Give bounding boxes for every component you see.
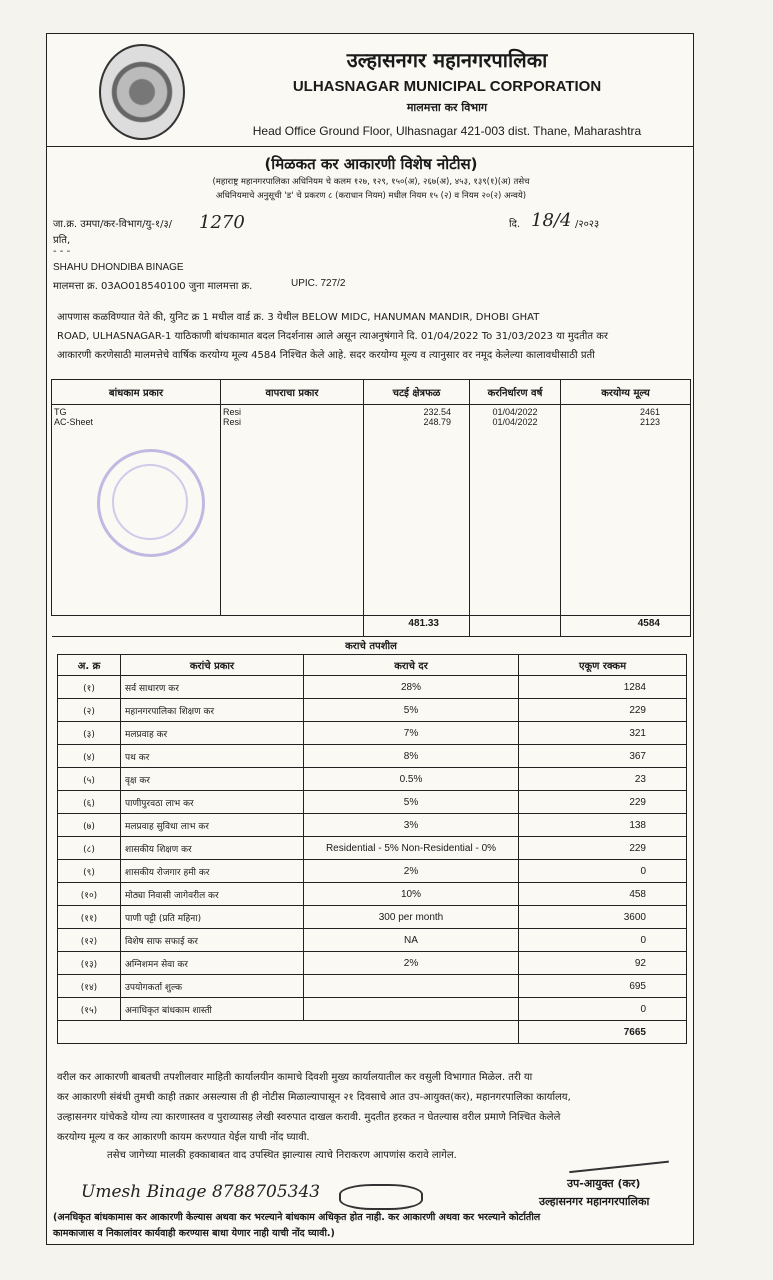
signatory-title: उप-आयुक्त (कर) <box>567 1177 641 1190</box>
row-number-cell: (१५) <box>58 998 121 1021</box>
tax-type-cell: मलप्रवाह सुविधा लाभ कर <box>121 814 304 837</box>
tax-amount-cell: 367 <box>519 745 687 768</box>
officer-signature-icon <box>565 1121 669 1173</box>
usage-value: Resi <box>223 417 242 427</box>
tax-rate-cell: NA <box>304 929 519 952</box>
tax-amount-cell: 229 <box>519 699 687 722</box>
property-number: मालमत्ता क्र. 03AO018540100 जुना मालमत्ता क्र. <box>53 281 253 292</box>
usage-value: Resi <box>223 407 242 417</box>
table-row <box>58 860 687 883</box>
row-number-cell: (९) <box>58 860 121 883</box>
tax-table <box>57 654 687 1044</box>
tax-rate-cell: 3% <box>304 814 519 837</box>
tax-amount-cell: 138 <box>519 814 687 837</box>
grand-total-row <box>58 1021 687 1044</box>
reference-label: जा.क्र. उमपा/कर-विभाग/यु-१/३/ <box>53 219 173 230</box>
table-row <box>58 998 687 1021</box>
tax-type-cell: सर्व साधारण कर <box>121 676 304 699</box>
tax-amount-cell: 0 <box>519 998 687 1021</box>
tax-amount-cell: 695 <box>519 975 687 998</box>
tax-rate-cell: 8% <box>304 745 519 768</box>
row-number-cell: (१०) <box>58 883 121 906</box>
notice-title: (मिळकत कर आकारणी विशेष नोटीस) <box>264 155 478 173</box>
column-header: बांधकाम प्रकार <box>52 380 221 405</box>
column-header: वापराचा प्रकार <box>221 380 364 405</box>
row-number-cell: (१) <box>58 676 121 699</box>
tax-amount-cell: 229 <box>519 791 687 814</box>
footer-line-2: कर आकारणी संबंधी तुमची काही तक्रार असल्यास ती ही नोटीस मिळाल्यापासून २१ दिवसाचे आत उप-आयुक्त(कर), महानगरपालिका कार्यालय, <box>57 1092 571 1103</box>
table-row <box>58 676 687 699</box>
date-value: 18/4 <box>531 210 572 231</box>
owner-signature-icon <box>339 1184 423 1210</box>
column-header: कराचे दर <box>304 655 519 676</box>
legal-note-1: (अनधिकृत बांधकामास कर आकारणी केल्यास अथवा कर भरल्याने बांधकाम अधिकृत होत नाही. कर आकारणी अथवा कर भरल्याने कोर्टातील <box>53 1212 541 1223</box>
table-row <box>58 745 687 768</box>
table-row <box>58 791 687 814</box>
date-label: दि. <box>509 219 521 230</box>
tax-rate-cell <box>304 975 519 998</box>
table-row <box>58 975 687 998</box>
tax-type-cell: मलप्रवाह कर <box>121 722 304 745</box>
tax-amount-cell: 321 <box>519 722 687 745</box>
total-taxable-value: 4584 <box>561 616 691 637</box>
construction-value: TG <box>54 407 67 417</box>
tax-type-cell: उपयोगकर्ता शुल्क <box>121 975 304 998</box>
row-number-cell: (४) <box>58 745 121 768</box>
tax-rate-cell: 2% <box>304 952 519 975</box>
footer-line-4: करयोग्य मूल्य व कर आकारणी कायम करण्यात येईल याची नोंद घ्यावी. <box>57 1132 310 1143</box>
tax-rate-cell: 2% <box>304 860 519 883</box>
footer-line-1: वरील कर आकारणी बाबतची तपशीलवार माहिती कार्यालयीन कामाचे दिवशी मुख्य कार्यालयातील कर वसुली विभागात मिळेल. तरी या <box>57 1072 533 1083</box>
handwritten-note: Umesh Binage 8788705343 <box>81 1182 321 1202</box>
table-total-row <box>52 616 691 637</box>
signatory-organization: उल्हासनगर महानगरपालिका <box>539 1195 650 1208</box>
column-header: एकूण रक्कम <box>519 655 687 676</box>
notice-sheet <box>46 33 694 1245</box>
row-number-cell: (१२) <box>58 929 121 952</box>
row-number-cell: (५) <box>58 768 121 791</box>
row-number-cell: (८) <box>58 837 121 860</box>
tax-type-cell: अग्निशमन सेवा कर <box>121 952 304 975</box>
usage-cell <box>221 405 364 616</box>
tax-type-cell: शासकीय शिक्षण कर <box>121 837 304 860</box>
table-row <box>58 837 687 860</box>
row-number-cell: (१३) <box>58 952 121 975</box>
office-address: Head Office Ground Floor, Ulhasnagar 421-003 dist. Thane, Maharashtra <box>252 124 642 138</box>
table-row <box>58 699 687 722</box>
intro-line-3: आकारणी करणेसाठी मालमत्तेचे वार्षिक करयोग्य मूल्य 4584 निश्चित केले आहे. सदर करयोग्य मूल्य व त्यानुसार वर नमूद केलेल्या कालावधीसाठी प्रती <box>57 350 595 361</box>
tax-rate-cell: 10% <box>304 883 519 906</box>
column-header: चटई क्षेत्रफळ <box>364 380 470 405</box>
tax-rate-cell: Residential - 5% Non-Residential - 0% <box>304 837 519 860</box>
total-area: 481.33 <box>364 616 470 637</box>
row-number-cell: (३) <box>58 722 121 745</box>
table-row <box>58 722 687 745</box>
area-cell <box>364 405 470 616</box>
table-row <box>58 883 687 906</box>
tax-amount-cell: 0 <box>519 860 687 883</box>
tax-rate-cell: 0.5% <box>304 768 519 791</box>
office-stamp-icon <box>97 449 205 557</box>
corporation-seal-icon <box>99 44 185 140</box>
reference-number: 1270 <box>199 212 245 233</box>
tax-type-cell: महानगरपालिका शिक्षण कर <box>121 699 304 722</box>
table-row <box>58 952 687 975</box>
area-value: 232.54 <box>423 407 451 417</box>
row-number-cell: (११) <box>58 906 121 929</box>
row-number-cell: (१४) <box>58 975 121 998</box>
footer-line-5: तसेच जागेच्या मालकी हक्काबाबत वाद उपस्थित झाल्यास त्याचे निराकरण आपणांस करावे लागेल. <box>107 1150 457 1161</box>
table-row <box>58 814 687 837</box>
tax-amount-cell: 3600 <box>519 906 687 929</box>
row-number-cell: (२) <box>58 699 121 722</box>
tax-amount-cell: 1284 <box>519 676 687 699</box>
column-header: करयोग्य मूल्य <box>561 380 691 405</box>
tax-type-cell: अनाधिकृत बांधकाम शास्ती <box>121 998 304 1021</box>
tax-type-cell: पाणीपुरवठा लाभ कर <box>121 791 304 814</box>
legal-note-2: कामकाजास व निकालांवर कार्यवाही करण्यास बाधा येणार नाही याची नोंद घ्यावी.) <box>53 1228 335 1239</box>
row-number-cell: (७) <box>58 814 121 837</box>
value-cell <box>561 405 691 616</box>
intro-line-1: आपणास कळविण्यात येते की, युनिट क्र 1 मधील वार्ड क्र. 3 येथील BELOW MIDC, HANUMAN MANDIR, DHOBI GHAT <box>57 312 540 323</box>
tax-rate-cell: 5% <box>304 791 519 814</box>
upic-number: UPIC. 727/2 <box>291 278 346 289</box>
table-row <box>58 929 687 952</box>
tax-amount-cell: 458 <box>519 883 687 906</box>
tax-type-cell: शासकीय रोजगार हमी कर <box>121 860 304 883</box>
tax-amount-cell: 0 <box>519 929 687 952</box>
addressee-dashes: - - - <box>53 246 71 257</box>
tax-rate-cell <box>304 998 519 1021</box>
tax-rate-cell: 7% <box>304 722 519 745</box>
corporation-name-english: ULHASNAGAR MUNICIPAL CORPORATION <box>292 78 602 95</box>
table-row <box>58 768 687 791</box>
taxable-value: 2123 <box>639 417 660 427</box>
owner-name: SHAHU DHONDIBA BINAGE <box>53 262 184 273</box>
column-header: करनिर्धारण वर्ष <box>470 380 561 405</box>
tax-amount-cell: 92 <box>519 952 687 975</box>
header-divider <box>47 146 693 147</box>
corporation-name-marathi: उल्हासनगर महानगरपालिका <box>346 48 548 72</box>
tax-rate-cell: 300 per month <box>304 906 519 929</box>
footer-line-3: उल्हासनगर यांचेकडे योग्य त्या कारणास्तव व पुराव्यासह लेखी स्वरुपात दाखल करावी. मुदतीत हरकत न घेतल्यास वरील प्रमाणे निश्चित केलेले <box>57 1112 561 1123</box>
tax-amount-cell: 229 <box>519 837 687 860</box>
tax-rate-cell: 28% <box>304 676 519 699</box>
row-number-cell: (६) <box>58 791 121 814</box>
tax-type-cell: वृक्ष कर <box>121 768 304 791</box>
tax-type-cell: विशेष साफ सफाई कर <box>121 929 304 952</box>
intro-line-2: ROAD, ULHASNAGAR-1 याठिकाणी बांधकामात बदल निदर्शनास आले असून त्याअनुषंगाने दि. 01/04/2022 To 31/03/2023 या मुदतीत कर <box>57 331 609 342</box>
taxable-value: 2461 <box>639 407 660 417</box>
column-header: अ. क्र <box>58 655 121 676</box>
date-year: /२०२३ <box>575 219 600 230</box>
tax-rate-cell: 5% <box>304 699 519 722</box>
department-name: मालमत्ता कर विभाग <box>406 101 488 114</box>
tax-amount-cell: 23 <box>519 768 687 791</box>
tax-type-cell: पथ कर <box>121 745 304 768</box>
addressee-prefix: प्रति, <box>53 235 71 246</box>
year-cell <box>470 405 561 616</box>
grand-total: 7665 <box>519 1021 687 1044</box>
year-value: 01/04/2022 <box>492 417 538 427</box>
year-value: 01/04/2022 <box>492 407 538 417</box>
tax-type-cell: पाणी पट्टी (प्रति महिना) <box>121 906 304 929</box>
notice-subtitle-1: (महाराष्ट्र महानगरपालिका अधिनियम चे कलम १२७, १२९, १५०(अ), २६७(अ), ४५३, १३९(१)(अ) तसेच <box>212 177 530 187</box>
construction-value: AC-Sheet <box>54 417 94 427</box>
area-value: 248.79 <box>423 417 451 427</box>
table-row <box>58 906 687 929</box>
tax-type-cell: मोठ्या निवासी जागेवरील कर <box>121 883 304 906</box>
column-header: करांचे प्रकार <box>121 655 304 676</box>
tax-table-caption: कराचे तपशील <box>345 641 397 652</box>
notice-subtitle-2: अधिनियमाचे अनुसूची 'ड' चे प्रकरण ८ (कराधान नियम) मधील नियम १५ (२) व नियम २०(२) अन्वये) <box>215 191 527 201</box>
